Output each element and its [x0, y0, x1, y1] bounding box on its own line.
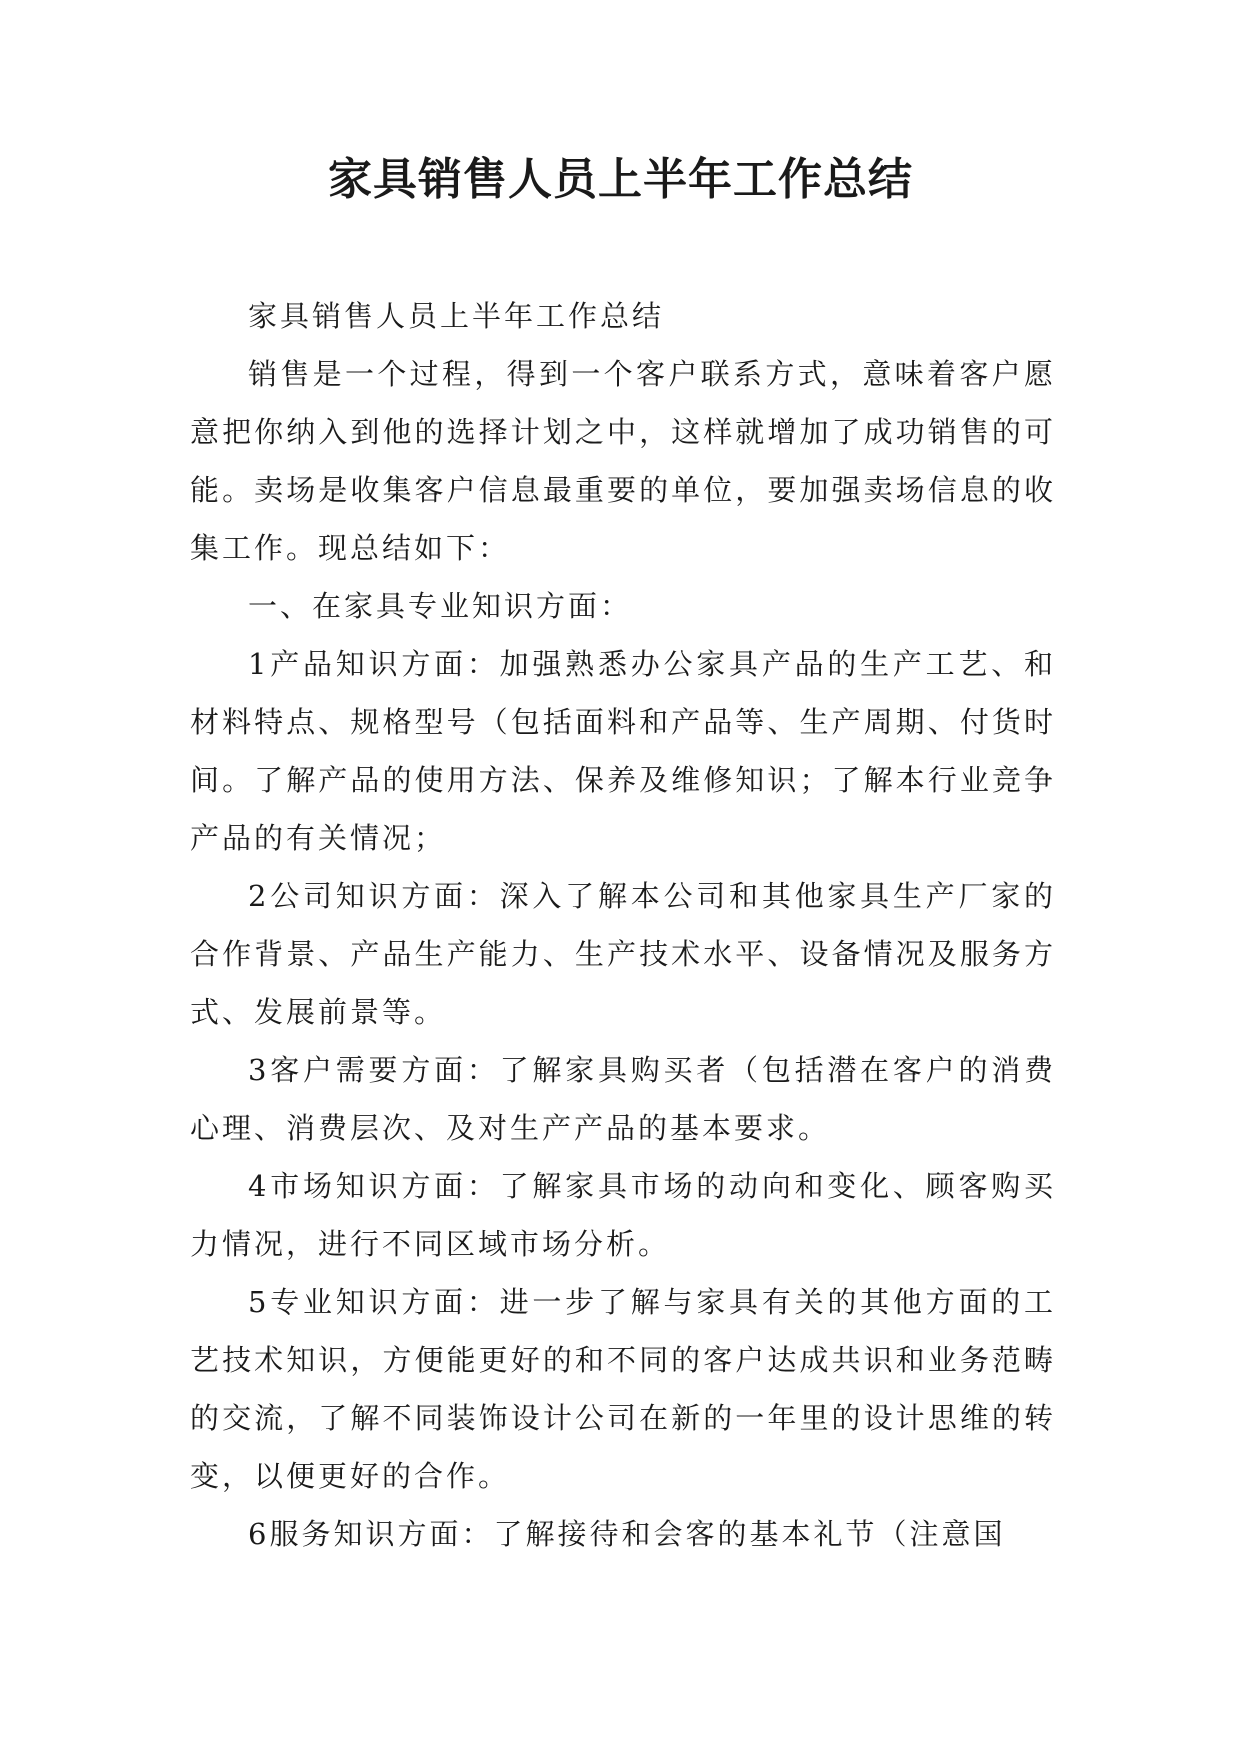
paragraph-service-knowledge: 6服务知识方面：了解接待和会客的基本礼节（注意国 — [248, 1517, 1006, 1551]
document-body — [190, 287, 1056, 1563]
paragraph-product-knowledge: 1产品知识方面：加强熟悉办公家具产品的生产工艺、和材料特点、规格型号（包括面料和产品等、生产周期、付货时间。了解产品的使用方法、保养及维修知识；了解本行业竞争产品的有关情况； — [190, 647, 1056, 855]
paragraph-customer-needs: 3客户需要方面：了解家具购买者（包括潜在客户的消费心理、消费层次、及对生产产品的基本要求。 — [190, 1053, 1056, 1145]
paragraph-company-knowledge: 2公司知识方面：深入了解本公司和其他家具生产厂家的合作背景、产品生产能力、生产技术水平、设备情况及服务方式、发展前景等。 — [190, 879, 1056, 1029]
paragraph-intro: 销售是一个过程，得到一个客户联系方式，意味着客户愿意把你纳入到他的选择计划之中，这样就增加了成功销售的可能。卖场是收集客户信息最重要的单位，要加强卖场信息的收集工作。现总结如下： — [190, 357, 1056, 565]
paragraph-professional-knowledge: 5专业知识方面：进一步了解与家具有关的其他方面的工艺技术知识，方便能更好的和不同的客户达成共识和业务范畴的交流，了解不同装饰设计公司在新的一年里的设计思维的转变，以便更好的合作。 — [190, 1285, 1056, 1493]
paragraph-section-heading: 一、在家具专业知识方面： — [248, 589, 633, 623]
paragraph-market-knowledge: 4市场知识方面：了解家具市场的动向和变化、顾客购买力情况，进行不同区域市场分析。 — [190, 1169, 1056, 1261]
document-title: 家具销售人员上半年工作总结 — [328, 154, 913, 205]
paragraph-subtitle: 家具销售人员上半年工作总结 — [248, 299, 665, 333]
